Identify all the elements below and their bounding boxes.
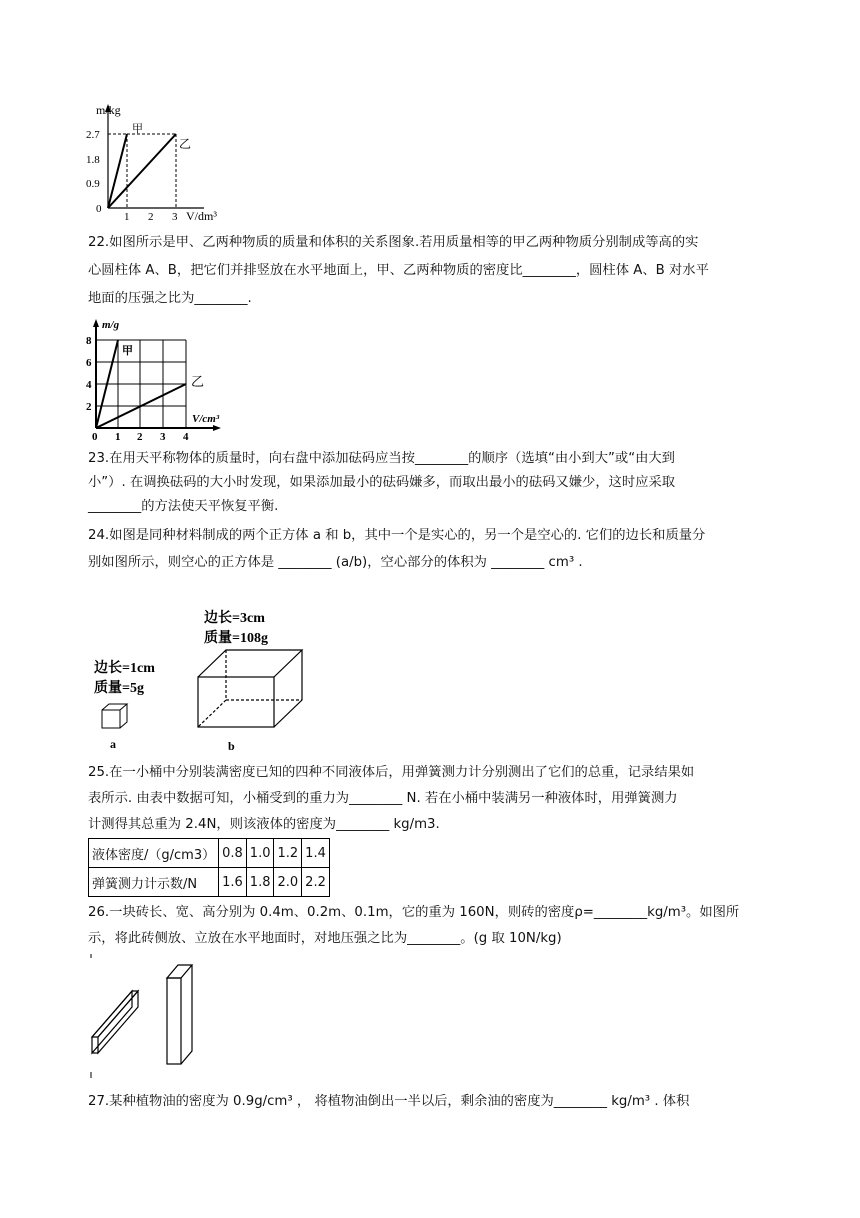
cube-b (198, 650, 302, 727)
table-cell: 1.4 (302, 839, 330, 868)
q25-line1: 25.在一小桶中分别装满密度已知的四种不同液体后，用弹簧测力计分别测出了它们的总重，记录结果如 (88, 765, 695, 780)
q23-line2: 小”）. 在调换砝码的大小时发现，如果添加最小的砝码嫌多，而取出最小的砝码又嫌少，这时应采取 (88, 475, 676, 490)
series-label-yi: 乙 (191, 374, 205, 389)
x-tick: 2 (148, 211, 154, 223)
data-table (88, 838, 330, 897)
cubes-diagram (88, 606, 308, 756)
y-tick: 4 (86, 379, 92, 391)
table-row-label: 液体密度/（g/cm3） (89, 839, 219, 868)
table-cell: 0.8 (219, 839, 247, 868)
figure-mass-volume-kg (84, 96, 244, 226)
table-cell: 1.2 (274, 839, 302, 868)
q26-line1: 26.一块砖长、宽、高分别为 0.4m、0.2m、0.1m，它的重为 160N，则砖的密度ρ=________kg/m³。如图所 (88, 905, 740, 920)
table-cell: 2.0 (274, 868, 302, 897)
q23-line3: ________的方法使天平恢复平衡. (88, 499, 279, 514)
table-cell: 2.2 (302, 868, 330, 897)
q26-line2: 示，将此砖侧放、立放在水平地面时，对地压强之比为________。(g 取 10N/kg) (88, 931, 562, 946)
q23-line1: 23.在用天平称物体的质量时，向右盘中添加砝码应当按________的顺序（选填“由小到大”或“由大到 (88, 451, 675, 466)
table-cell: 1.8 (246, 868, 274, 897)
table-row (89, 868, 330, 897)
series-label-jia: 甲 (132, 123, 143, 135)
table-row (89, 839, 330, 868)
x-tick: 1 (115, 431, 121, 443)
chart-kg-dm3 (84, 96, 244, 226)
bricks-diagram (84, 952, 224, 1082)
cube-b-mass: 质量=108g (204, 631, 268, 646)
origin-label: 0 (96, 203, 102, 215)
y-tick: 8 (86, 335, 92, 347)
x-tick: 2 (137, 431, 143, 443)
y-axis-label: m/g (102, 319, 120, 331)
cube-b-side: 边长=3cm (204, 611, 265, 626)
y-tick: 2 (86, 401, 92, 413)
x-axis-label: V/dm³ (186, 209, 217, 223)
x-tick: 4 (183, 431, 189, 443)
q22-line3: 地面的压强之比为________. (88, 291, 252, 306)
chart-g-cm3 (84, 314, 234, 444)
x-tick: 3 (160, 431, 166, 443)
table-cell: 1.0 (246, 839, 274, 868)
x-axis-label: V/cm³ (192, 413, 220, 425)
series-label-yi: 乙 (179, 137, 192, 151)
brick-side-placed (92, 991, 138, 1053)
q25-line3: 计测得其总重为 2.4N，则该液体的密度为________ kg/m3. (88, 817, 440, 832)
cube-a-mass: 质量=5g (94, 681, 144, 696)
y-tick: 0.9 (86, 178, 100, 190)
cube-a-label: a (110, 737, 116, 751)
q24-line2: 别如图所示，则空心的正方体是 ________ (a/b)，空心部分的体积为 ________ cm³ . (88, 555, 583, 570)
y-tick: 6 (86, 357, 92, 369)
y-tick: 1.8 (86, 154, 100, 166)
figure-cubes (88, 606, 308, 756)
figure-mass-volume-g (84, 314, 234, 444)
x-tick: 1 (124, 211, 130, 223)
figure-bricks (84, 952, 224, 1082)
table-row-label: 弹簧测力计示数/N (89, 868, 219, 897)
q24-line1: 24.如图是同种材料制成的两个正方体 a 和 b，其中一个是实心的，另一个是空心的. 它们的边长和质量分 (88, 528, 706, 543)
cube-b-label: b (228, 739, 235, 753)
table-cell: 1.6 (219, 868, 247, 897)
q25-line2: 表所示. 由表中数据可知，小桶受到的重力为________ N. 若在小桶中装满另一种液体时，用弹簧测力 (88, 791, 678, 806)
cube-a (102, 704, 127, 728)
brick-upright (167, 965, 192, 1064)
q27-line1: 27.某种植物油的密度为 0.9g/cm³ ， 将植物油倒出一半以后，剩余油的密度为________ kg/m³ . 体积 (88, 1094, 690, 1109)
x-tick: 3 (172, 211, 178, 223)
q22-line2: 心圆柱体 A、B，把它们并排竖放在水平地面上，甲、乙两种物质的密度比________，圆柱体 A、B 对水平 (88, 263, 709, 278)
y-axis-label: m/kg (96, 103, 121, 117)
cube-a-side: 边长=1cm (94, 661, 155, 676)
q22-line1: 22.如图所示是甲、乙两种物质的质量和体积的关系图象.若用质量相等的甲乙两种物质分别制成等高的实 (88, 235, 699, 250)
origin-label: 0 (92, 431, 98, 443)
y-tick: 2.7 (86, 129, 100, 141)
series-label-jia: 甲 (122, 345, 133, 357)
